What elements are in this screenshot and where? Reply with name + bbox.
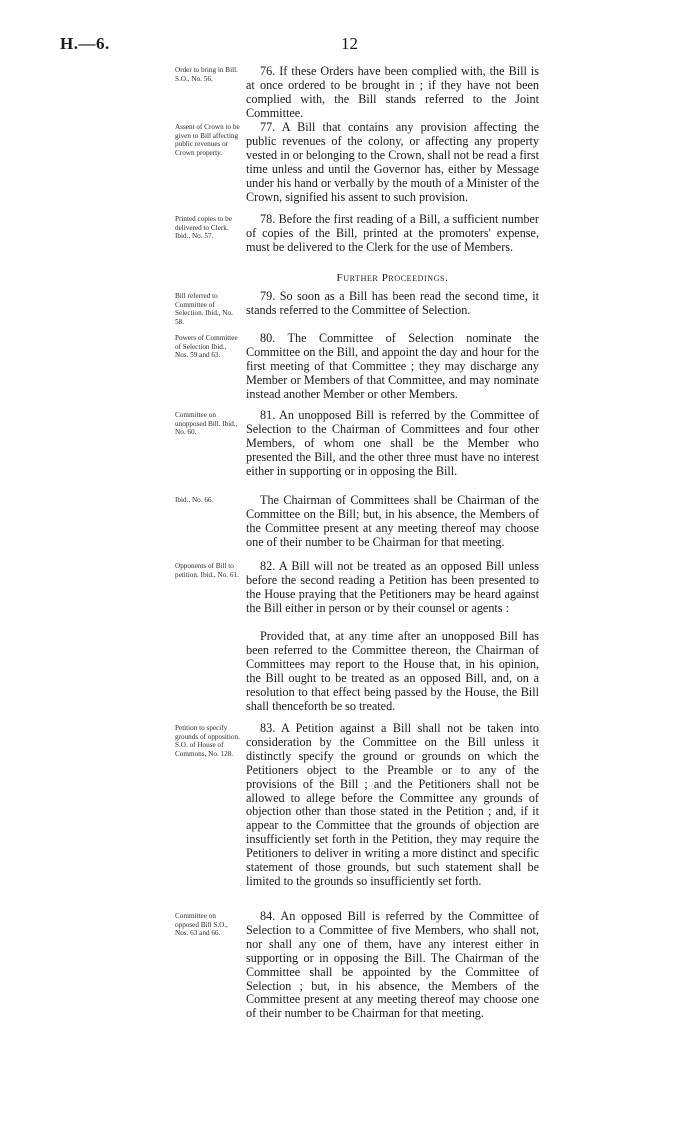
page-number: 12: [341, 34, 358, 53]
margin-note-82: Opponents of Bill to petition. Ibid., No. 61.: [175, 562, 239, 579]
paragraph-77: 77. A Bill that contains any provision affecting the public revenues of the colony, or affecting any property vested in or belonging to the Crown, shall not be read a first time unless and until the Governor has, either by Message under his hand or verbally by the mouth of a Minister of the Crown, signified his assent to such provision.: [246, 120, 539, 204]
margin-note-81b: Ibid., No. 66.: [175, 496, 214, 504]
margin-note-81: Committee on unopposed Bill. Ibid., No. 60.: [175, 411, 238, 437]
paragraph-82: 82. A Bill will not be treated as an opposed Bill unless before the second reading a Petition has been presented to the House praying that the Petitioners may be heard against the Bill either in person or by their counsel or agents :: [246, 559, 539, 615]
margin-note-83: Petition to specify grounds of opposition. S.O. of House of Commons, No. 128.: [175, 724, 240, 758]
margin-note-77: Assent of Crown to be given to Bill affecting public revenues or Crown property.: [175, 123, 240, 157]
section-heading: Further Proceedings.: [336, 272, 449, 284]
paragraph-78: 78. Before the first reading of a Bill, a sufficient number of copies of the Bill, printed at the promoters' expense, must be delivered to the Clerk for the use of Members.: [246, 212, 539, 254]
paragraph-83: 83. A Petition against a Bill shall not be taken into consideration by the Committee on the Bill unless it distinctly specify the ground or grounds on which the Petitioners object to the Preamble or to any of the provisions of the Bill ; and the Petitioners shall not be allowed to allege before the Committee any grounds of objection other than those stated in the Petition ; and, if it appear to the Committee that the grounds of objection are insufficiently set forth in the Petition, they may require the Petitioners to deliver in writing a more distinct and specific statement of those grounds, but such statement shall be limited to the grounds so insufficiently set forth.: [246, 721, 539, 888]
paragraph-82-proviso: Provided that, at any time after an unopposed Bill has been referred to the Committee thereon, the Chairman of Committees may report to the House that, in his opinion, the Bill ought to be treated as an opposed Bill, and, on a resolution to that effect being passed by the House, the Bill shall thenceforth be so treated.: [246, 629, 539, 713]
paragraph-84: 84. An opposed Bill is referred by the Committee of Selection to a Committee of five Members, who shall not, nor shall any one of them, have any interest either in supporting or in opposing the Bill. The Chairman of the Committee shall be appointed by the Committee of Selection ; but, in his absence, the Members of the Committee present at any meeting thereof may choose one of their number to be Chairman for that meeting.: [246, 909, 539, 1021]
margin-note-76: Order to bring in Bill. S.O., No. 56.: [175, 66, 238, 83]
margin-note-84: Committee on opposed Bill S.O., Nos. 63 and 66.: [175, 912, 228, 938]
paragraph-80: 80. The Committee of Selection nominate the Committee on the Bill, and appoint the day and hour for the first meeting of that Committee ; they may discharge any Member or Members of that Committee, and may nominate instead another Member or other Members.: [246, 331, 539, 401]
document-series: H.—6.: [60, 34, 110, 53]
paragraph-81: 81. An unopposed Bill is referred by the Committee of Selection to the Chairman of Committees and four other Members, of whom one shall be the Member who presented the Bill, and the other three must have no interest either in supporting or in opposing the Bill.: [246, 408, 539, 478]
margin-note-80: Powers of Committee of Selection Ibid., Nos. 59 and 63.: [175, 334, 238, 360]
paragraph-81b: The Chairman of Committees shall be Chairman of the Committee on the Bill; but, in his absence, the Members of the Committee present at any meeting thereof may choose one of their number to be Chairman for that meeting.: [246, 493, 539, 549]
paragraph-79: 79. So soon as a Bill has been read the second time, it stands referred to the Committee of Selection.: [246, 289, 539, 317]
paragraph-76: 76. If these Orders have been complied with, the Bill is at once ordered to be brought in ; if they have not been complied with, the Bill stands referred to the Joint Committee.: [246, 64, 539, 120]
margin-note-78: Printed copies to be delivered to Clerk. Ibid., No. 57.: [175, 215, 232, 241]
margin-note-79: Bill referred to Committee of Selection. Ibid., No. 58.: [175, 292, 233, 326]
